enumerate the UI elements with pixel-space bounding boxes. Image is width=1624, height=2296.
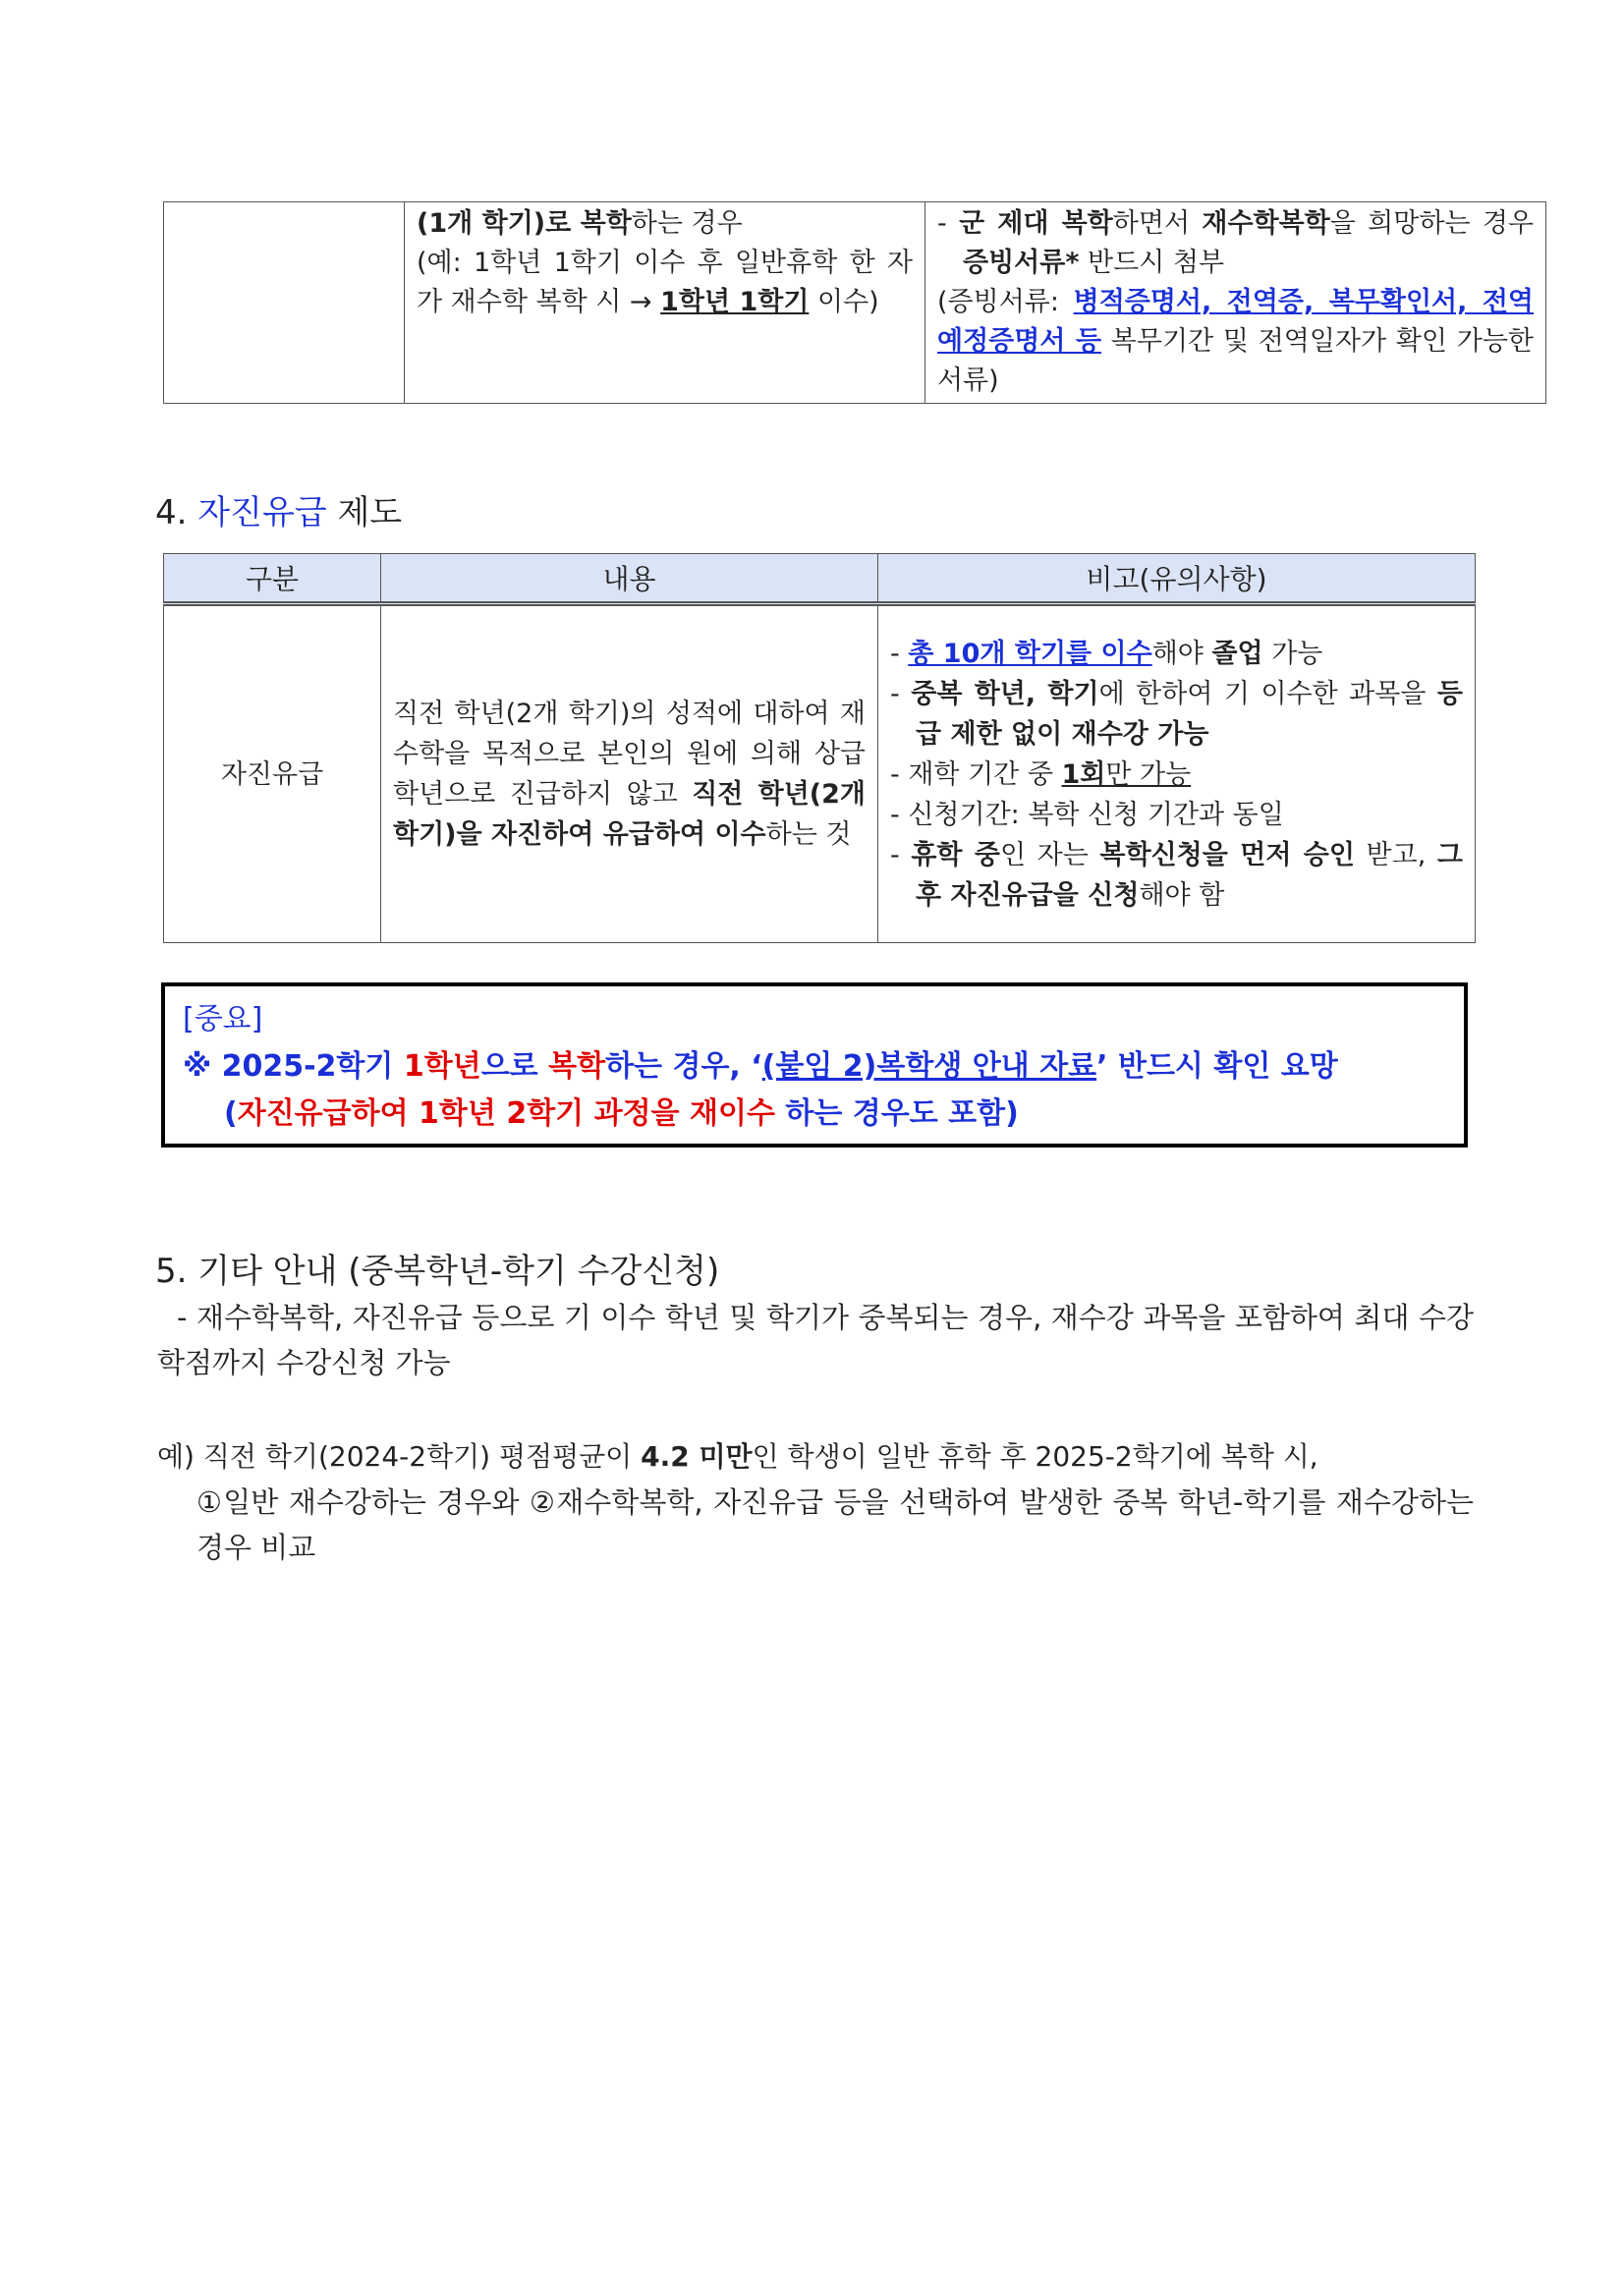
note-2: - 중복 학년, 학기에 한하여 기 이수한 과목을 등급 제한 없이 재수강 가능 xyxy=(890,678,1463,750)
note-3: - 재학 기간 중 1회만 가능 xyxy=(890,758,1192,790)
table-cell-content: (1개 학기)로 복학하는 경우 (예: 1학년 1학기 이수 후 일반휴학 한 자가 재수학 복학 시 → 1학년 1학기 이수) xyxy=(405,202,925,404)
important-line-1: ※ 2025-2학기 1학년으로 복학하는 경우, ‘(붙임 2)복학생 안내 자료’ 반드시 확인 요망 xyxy=(183,1049,1338,1084)
example-line-2: ①일반 재수강하는 경우와 ②재수학복학, 자진유급 등을 선택하여 발생한 중복 학년-학기를 재수강하는 경우 비교 xyxy=(196,1485,1474,1564)
voluntary-repeat-table xyxy=(163,553,1476,943)
table-row xyxy=(164,604,1476,943)
section-5-paragraph: - 재수학복학, 자진유급 등으로 기 이수 학년 및 학기가 중복되는 경우, 재수강 과목을 포함하여 최대 수강학점까지 수강신청 가능 xyxy=(157,1301,1474,1379)
note-4: - 신청기간: 복학 신청 기간과 동일 xyxy=(890,799,1284,830)
note-5: - 휴학 중인 자는 복학신청을 먼저 승인 받고, 그 후 자진유급을 신청해야 함 xyxy=(890,839,1463,911)
row-label: 자진유급 xyxy=(164,604,381,943)
row-content: 직전 학년(2개 학기)의 성적에 대하여 재수학을 목적으로 본인의 원에 의해 상급 학년으로 진급하지 않고 직전 학년(2개 학기)을 자진하여 유급하여 이수하는 것 xyxy=(381,604,878,943)
note-1: - 총 10개 학기를 이수해야 졸업 가능 xyxy=(890,638,1323,669)
section-4-title: 4. 자진유급 제도 xyxy=(155,493,403,532)
row-notes xyxy=(878,604,1476,943)
section-5-title: 5. 기타 안내 (중복학년-학기 수강신청) xyxy=(155,1252,720,1291)
example-line-1: 예) 직전 학기(2024-2학기) 평점평균이 4.2 미만인 학생이 일반 휴학 후 2025-2학기에 복학 시, xyxy=(157,1440,1318,1473)
header-content: 내용 xyxy=(381,554,878,604)
important-line-2: (자진유급하여 1학년 2학기 과정을 재이수 하는 경우도 포함) xyxy=(224,1096,1019,1131)
important-title: [중요] xyxy=(183,1002,263,1036)
table-header-row xyxy=(164,554,1476,604)
important-notice-box xyxy=(161,982,1468,1148)
table-cell-notes xyxy=(925,202,1546,404)
header-notes: 비고(유의사항) xyxy=(878,554,1476,604)
note-military: - 군 제대 복학하면서 재수학복학을 희망하는 경우 증빙서류* 반드시 첨부 xyxy=(937,208,1534,278)
note-documents: (증빙서류: 병적증명서, 전역증, 복무확인서, 전역예정증명서 등 복무기간 및 전역일자가 확인 가능한 서류) xyxy=(937,287,1534,396)
continuation-table xyxy=(163,201,1546,404)
table-row xyxy=(164,202,1546,404)
header-category: 구분 xyxy=(164,554,381,604)
table-cell-empty xyxy=(164,202,405,404)
